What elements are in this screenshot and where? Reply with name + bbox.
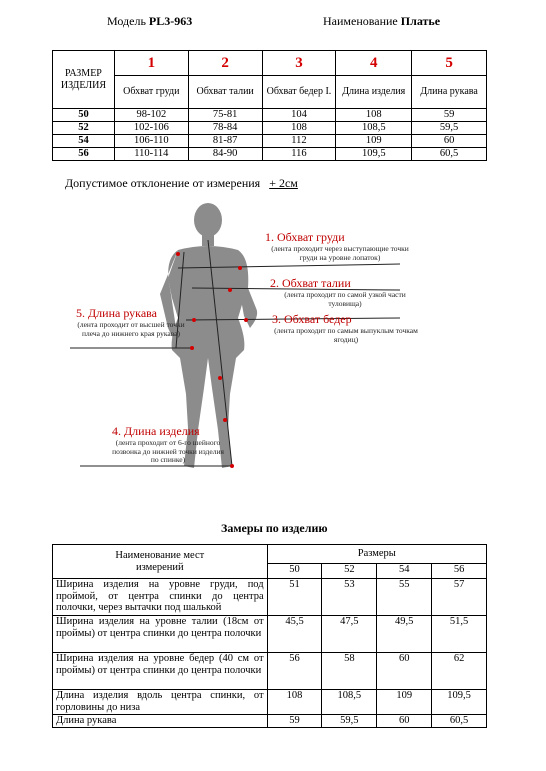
table-cell: 110-114 bbox=[114, 148, 188, 161]
table-cell: 108,5 bbox=[336, 122, 412, 135]
size-header: 54 bbox=[377, 564, 432, 579]
label-hips-note: (лента проходит по самым выпуклым точкам ягодиц) bbox=[274, 326, 418, 344]
label-hips-title: 3. Обхват бедер bbox=[272, 312, 352, 326]
column-label: Обхват груди bbox=[114, 76, 188, 109]
column-label: Обхват талии bbox=[188, 76, 262, 109]
table-cell: 108 bbox=[336, 109, 412, 122]
sizes-header: Размеры bbox=[267, 545, 486, 564]
size-header: 50 bbox=[267, 564, 322, 579]
name-header bbox=[323, 14, 440, 29]
table-cell: 109,5 bbox=[432, 690, 487, 715]
table-cell: 106-110 bbox=[114, 135, 188, 148]
table-cell: 75-81 bbox=[188, 109, 262, 122]
table-cell: 59,5 bbox=[322, 715, 377, 728]
table-cell: 60 bbox=[377, 715, 432, 728]
table-cell: 112 bbox=[262, 135, 336, 148]
table-cell: 108 bbox=[267, 690, 322, 715]
measurement-name: Ширина изделия на уровне бедер (40 см от проймы) от центра спинки до центра полочки bbox=[53, 653, 268, 690]
body-measurement-figure bbox=[60, 198, 480, 478]
label-sleeve-note: (лента проходит от высшей точки плеча до нижнего края рукава) bbox=[77, 320, 185, 338]
label-length-title: 4. Длина изделия bbox=[112, 424, 200, 438]
column-number: 5 bbox=[412, 51, 487, 76]
row-size: 56 bbox=[53, 148, 115, 161]
table-row bbox=[53, 715, 487, 728]
table-cell: 84-90 bbox=[188, 148, 262, 161]
label-chest-title: 1. Обхват груди bbox=[265, 230, 345, 244]
table-cell: 108 bbox=[262, 122, 336, 135]
model-value: PL3-963 bbox=[148, 14, 193, 28]
label-waist-title: 2. Обхват талии bbox=[270, 276, 351, 290]
label-sleeve-title: 5. Длина рукава bbox=[76, 306, 157, 320]
table-row bbox=[53, 135, 487, 148]
size-corner-label: РАЗМЕР ИЗДЕЛИЯ bbox=[53, 51, 115, 109]
model-label: Модель bbox=[107, 14, 146, 28]
table-cell: 53 bbox=[322, 579, 377, 616]
table-row bbox=[53, 579, 487, 616]
table-row bbox=[53, 109, 487, 122]
table-cell: 59 bbox=[267, 715, 322, 728]
label-length bbox=[112, 424, 224, 465]
table-cell: 49,5 bbox=[377, 616, 432, 653]
measurement-name: Длина рукава bbox=[53, 715, 268, 728]
table-cell: 108,5 bbox=[322, 690, 377, 715]
table-cell: 57 bbox=[432, 579, 487, 616]
table-cell: 116 bbox=[262, 148, 336, 161]
table-cell: 51,5 bbox=[432, 616, 487, 653]
table-cell: 60 bbox=[412, 135, 487, 148]
table-cell: 51 bbox=[267, 579, 322, 616]
table-row bbox=[53, 690, 487, 715]
size-header: 52 bbox=[322, 564, 377, 579]
measurements-table bbox=[52, 544, 487, 728]
table-cell: 81-87 bbox=[188, 135, 262, 148]
table-cell: 55 bbox=[377, 579, 432, 616]
table-cell: 59,5 bbox=[412, 122, 487, 135]
size-table bbox=[52, 50, 487, 161]
table-cell: 109,5 bbox=[336, 148, 412, 161]
table-cell: 78-84 bbox=[188, 122, 262, 135]
model-header bbox=[107, 14, 192, 29]
measurements-title: Замеры по изделию bbox=[221, 521, 328, 535]
table-cell: 45,5 bbox=[267, 616, 322, 653]
table-row bbox=[53, 122, 487, 135]
table-row bbox=[53, 616, 487, 653]
column-number: 1 bbox=[114, 51, 188, 76]
row-size: 54 bbox=[53, 135, 115, 148]
label-chest-note: (лента проходит через выступающие точки груди на уровне лопаток) bbox=[271, 244, 409, 262]
table-cell: 109 bbox=[336, 135, 412, 148]
measurement-name: Ширина изделия на уровне талии (18см от проймы) от центра спинки до центра полочки bbox=[53, 616, 268, 653]
row-size: 52 bbox=[53, 122, 115, 135]
column-number: 4 bbox=[336, 51, 412, 76]
label-chest bbox=[265, 230, 415, 262]
measurement-name: Ширина изделия на уровне груди, под проймой, от центра спинки до центра полочки, через вытачки под шалькой bbox=[53, 579, 268, 616]
name-label: Наименование bbox=[323, 14, 398, 28]
table-cell: 47,5 bbox=[322, 616, 377, 653]
table-cell: 109 bbox=[377, 690, 432, 715]
column-label: Длина изделия bbox=[336, 76, 412, 109]
table-row bbox=[53, 653, 487, 690]
column-number: 2 bbox=[188, 51, 262, 76]
column-label: Длина рукава bbox=[412, 76, 487, 109]
label-waist-note: (лента проходит по самой узкой части туловища) bbox=[284, 290, 406, 308]
label-length-note: (лента проходит от 6-го шейного позвонка до нижней точки изделия по спинке) bbox=[112, 438, 224, 464]
table-cell: 62 bbox=[432, 653, 487, 690]
table-cell: 59 bbox=[412, 109, 487, 122]
table-cell: 102-106 bbox=[114, 122, 188, 135]
row-size: 50 bbox=[53, 109, 115, 122]
table-cell: 98-102 bbox=[114, 109, 188, 122]
deviation-value: + 2см bbox=[269, 176, 298, 190]
size-header: 56 bbox=[432, 564, 487, 579]
table-cell: 60 bbox=[377, 653, 432, 690]
table-cell: 58 bbox=[322, 653, 377, 690]
table-cell: 60,5 bbox=[412, 148, 487, 161]
name-header: Наименование мест измерений bbox=[53, 545, 268, 579]
column-number: 3 bbox=[262, 51, 336, 76]
label-waist bbox=[270, 276, 420, 308]
table-cell: 104 bbox=[262, 109, 336, 122]
name-value: Платье bbox=[400, 14, 441, 28]
label-sleeve bbox=[76, 306, 186, 338]
deviation-line bbox=[65, 176, 298, 191]
table-row bbox=[53, 148, 487, 161]
table-cell: 60,5 bbox=[432, 715, 487, 728]
column-label: Обхват бедер I. bbox=[262, 76, 336, 109]
deviation-text: Допустимое отклонение от измерения bbox=[65, 176, 261, 190]
measurement-name: Длина изделия вдоль центра спинки, от горловины до низа bbox=[53, 690, 268, 715]
label-hips bbox=[272, 312, 420, 344]
table-cell: 56 bbox=[267, 653, 322, 690]
